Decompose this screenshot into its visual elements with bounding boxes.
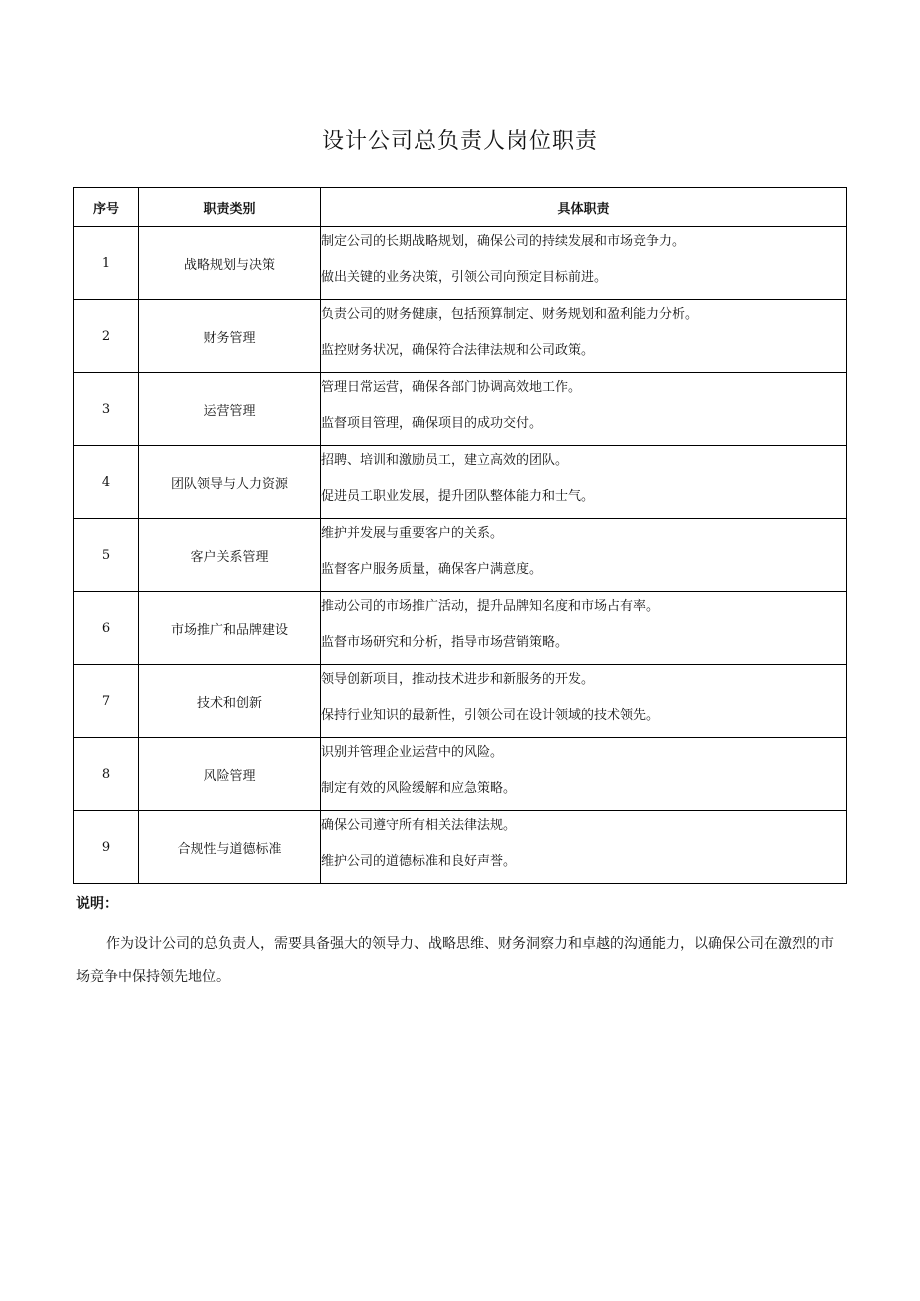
row-number: 6 <box>74 592 139 665</box>
table-row <box>74 446 847 519</box>
duty-item: 负责公司的财务健康，包括预算制定、财务规划和盈利能力分析。 <box>321 307 699 322</box>
duty-item: 招聘、培训和激励员工，建立高效的团队。 <box>321 453 569 468</box>
row-number: 7 <box>74 665 139 738</box>
duty-details <box>321 373 847 446</box>
notes-label: 说明： <box>76 896 118 912</box>
duty-table <box>73 187 847 884</box>
header-detail: 具体职责 <box>321 188 847 227</box>
duty-category: 运营管理 <box>139 373 321 446</box>
duty-item: 确保公司遵守所有相关法律法规。 <box>321 818 517 833</box>
duty-item: 监督客户服务质量，确保客户满意度。 <box>321 562 543 577</box>
duty-item: 识别并管理企业运营中的风险。 <box>321 745 504 760</box>
duty-details <box>321 665 847 738</box>
duty-item: 领导创新项目，推动技术进步和新服务的开发。 <box>321 672 595 687</box>
header-no: 序号 <box>74 188 139 227</box>
notes-paragraph: 作为设计公司的总负责人，需要具备强大的领导力、战略思维、财务洞察力和卓越的沟通能力，以确保公司在激烈的市场竞争中保持领先地位。 <box>76 936 834 985</box>
table-row <box>74 665 847 738</box>
duty-item: 制定公司的长期战略规划，确保公司的持续发展和市场竞争力。 <box>321 234 686 249</box>
table-row <box>74 373 847 446</box>
duty-item: 监督市场研究和分析，指导市场营销策略。 <box>321 635 569 650</box>
duty-details <box>321 592 847 665</box>
row-number: 5 <box>74 519 139 592</box>
duty-category: 市场推广和品牌建设 <box>139 592 321 665</box>
duty-details <box>321 811 847 884</box>
duty-item: 制定有效的风险缓解和应急策略。 <box>321 781 517 796</box>
duty-item: 管理日常运营，确保各部门协调高效地工作。 <box>321 380 582 395</box>
table-row <box>74 738 847 811</box>
page-title: 设计公司总负责人岗位职责 <box>321 129 598 154</box>
table-header-row <box>74 188 847 227</box>
duty-category: 技术和创新 <box>139 665 321 738</box>
duty-item: 促进员工职业发展，提升团队整体能力和士气。 <box>321 489 595 504</box>
row-number: 8 <box>74 738 139 811</box>
table-row <box>74 592 847 665</box>
duty-category: 团队领导与人力资源 <box>139 446 321 519</box>
table-row <box>74 300 847 373</box>
header-category: 职责类别 <box>139 188 321 227</box>
duty-category: 战略规划与决策 <box>139 227 321 300</box>
duty-category: 客户关系管理 <box>139 519 321 592</box>
duty-details <box>321 227 847 300</box>
duty-item: 推动公司的市场推广活动，提升品牌知名度和市场占有率。 <box>321 599 660 614</box>
table-row <box>74 519 847 592</box>
duty-item: 维护公司的道德标准和良好声誉。 <box>321 854 517 869</box>
duty-category: 合规性与道德标准 <box>139 811 321 884</box>
row-number: 9 <box>74 811 139 884</box>
duty-category: 财务管理 <box>139 300 321 373</box>
duty-details <box>321 446 847 519</box>
duty-item: 做出关键的业务决策，引领公司向预定目标前进。 <box>321 270 608 285</box>
table-row <box>74 227 847 300</box>
duty-details <box>321 519 847 592</box>
duty-item: 监控财务状况，确保符合法律法规和公司政策。 <box>321 343 595 358</box>
duty-category: 风险管理 <box>139 738 321 811</box>
row-number: 1 <box>74 227 139 300</box>
duty-details <box>321 300 847 373</box>
row-number: 2 <box>74 300 139 373</box>
duty-details <box>321 738 847 811</box>
duty-item: 保持行业知识的最新性，引领公司在设计领域的技术领先。 <box>321 708 660 723</box>
row-number: 4 <box>74 446 139 519</box>
table-row <box>74 811 847 884</box>
duty-item: 维护并发展与重要客户的关系。 <box>321 526 504 541</box>
row-number: 3 <box>74 373 139 446</box>
duty-item: 监督项目管理，确保项目的成功交付。 <box>321 416 543 431</box>
